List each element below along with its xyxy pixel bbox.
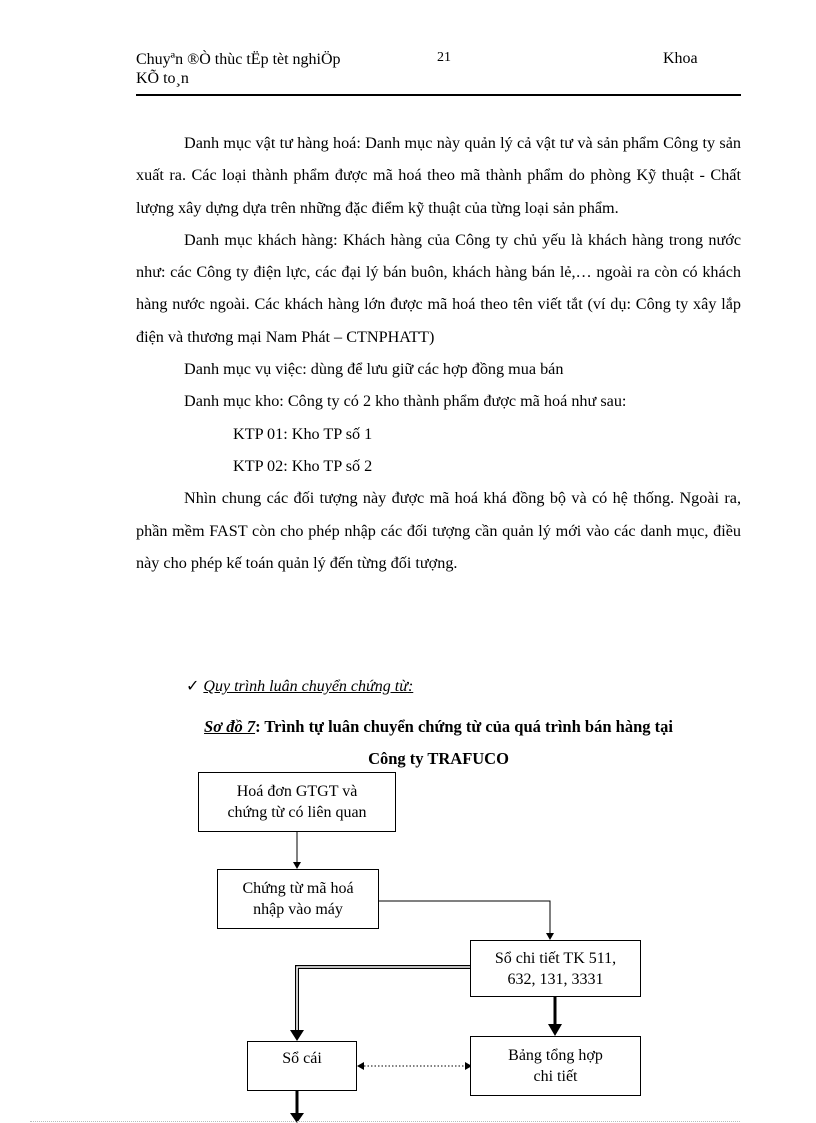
warehouse-item: KTP 01: Kho TP số 1 [233,424,373,443]
box-summary-line2: chi tiết [533,1068,578,1085]
box-detail-line1: Sổ chi tiết TK 511, [494,949,617,967]
box-general-ledger [247,1041,357,1091]
arrowhead [548,1024,562,1036]
diagram-title-lead: Sơ đồ 7 [204,717,256,736]
arrowhead [546,933,554,940]
box-detail-ledger [470,940,641,997]
box-encoded-documents [217,869,379,929]
box-summary-table [470,1036,641,1096]
diagram-title-rest: : Trình tự luân chuyển chứng từ của quá trình bán hàng tại [255,717,673,736]
box-invoice-line2: chứng từ có liên quan [227,804,367,821]
paragraph-jobs: Danh mục vụ việc: dùng để lưu giữ các hợp đồng mua bán [184,360,564,379]
paragraph-warehouse: Danh mục kho: Công ty có 2 kho thành phẩm được mã hoá như sau: [184,392,627,411]
box-ledger-line1: Sổ cái [282,1050,322,1067]
arrowhead [293,862,301,869]
diagram-title-line2: Công ty TRAFUCO [368,749,509,768]
paragraph-summary: Nhìn chung các đối tượng này được mã hoá khá đồng bộ và có hệ thống. Ngoài ra, phần mềm FAST còn cho phép nhập các đối tượng cần quản lý mới vào các danh mục, điều này cho phép kế toán quản lý đến từng đối tượng. [136,489,741,572]
header-department: Khoa [663,50,698,67]
connector-encoded-detail [379,901,550,933]
page-bottom-divider [30,1121,740,1122]
box-invoice [198,772,396,832]
checklist-label: Quy trình luân chuyển chứng từ [203,678,408,695]
box-invoice-line1: Hoá đơn GTGT và [236,783,358,800]
checklist-suffix: : [407,678,414,695]
box-encoded-line2: nhập vào máy [253,901,343,918]
box-summary-line1: Bảng tổng hợp [508,1047,603,1064]
box-encoded-line1: Chứng từ mã hoá [242,880,354,897]
arrowhead [357,1062,364,1070]
arrowhead [290,1030,304,1041]
page-number: 21 [437,50,451,65]
check-icon: ✓ [186,678,200,695]
header-title-line1: Chuyªn ®Ò thùc tËp tèt nghiÖp [136,51,341,68]
paragraph-materials: Danh mục vật tư hàng hoá: Danh mục này quản lý cả vật tư và sản phẩm Công ty sản xuất ra. Các loại thành phẩm được mã hoá theo mã thành phẩm do phòng Kỹ thuật - Chất lượng xây dựng dựa trên những đặc điểm kỹ thuật của từng loại sản phẩm. [136,134,741,217]
warehouse-item: KTP 02: Kho TP số 2 [233,456,373,475]
header-title-line2: KÕ to¸n [136,70,189,87]
box-detail-line2: 632, 131, 3331 [507,970,604,988]
paragraph-customers: Danh mục khách hàng: Khách hàng của Công ty chủ yếu là khách hàng trong nước như: các Công ty điện lực, các đại lý bán buôn, khách hàng bán lẻ,… ngoài ra còn có khách hàng nước ngoài. Các khách hàng lớn được mã hoá theo tên viết tắt (ví dụ: Công ty xây lắp điện và thương mại Nam Phát – CTNPHATT) [136,230,741,346]
connector-detail-ledger [297,967,470,1033]
